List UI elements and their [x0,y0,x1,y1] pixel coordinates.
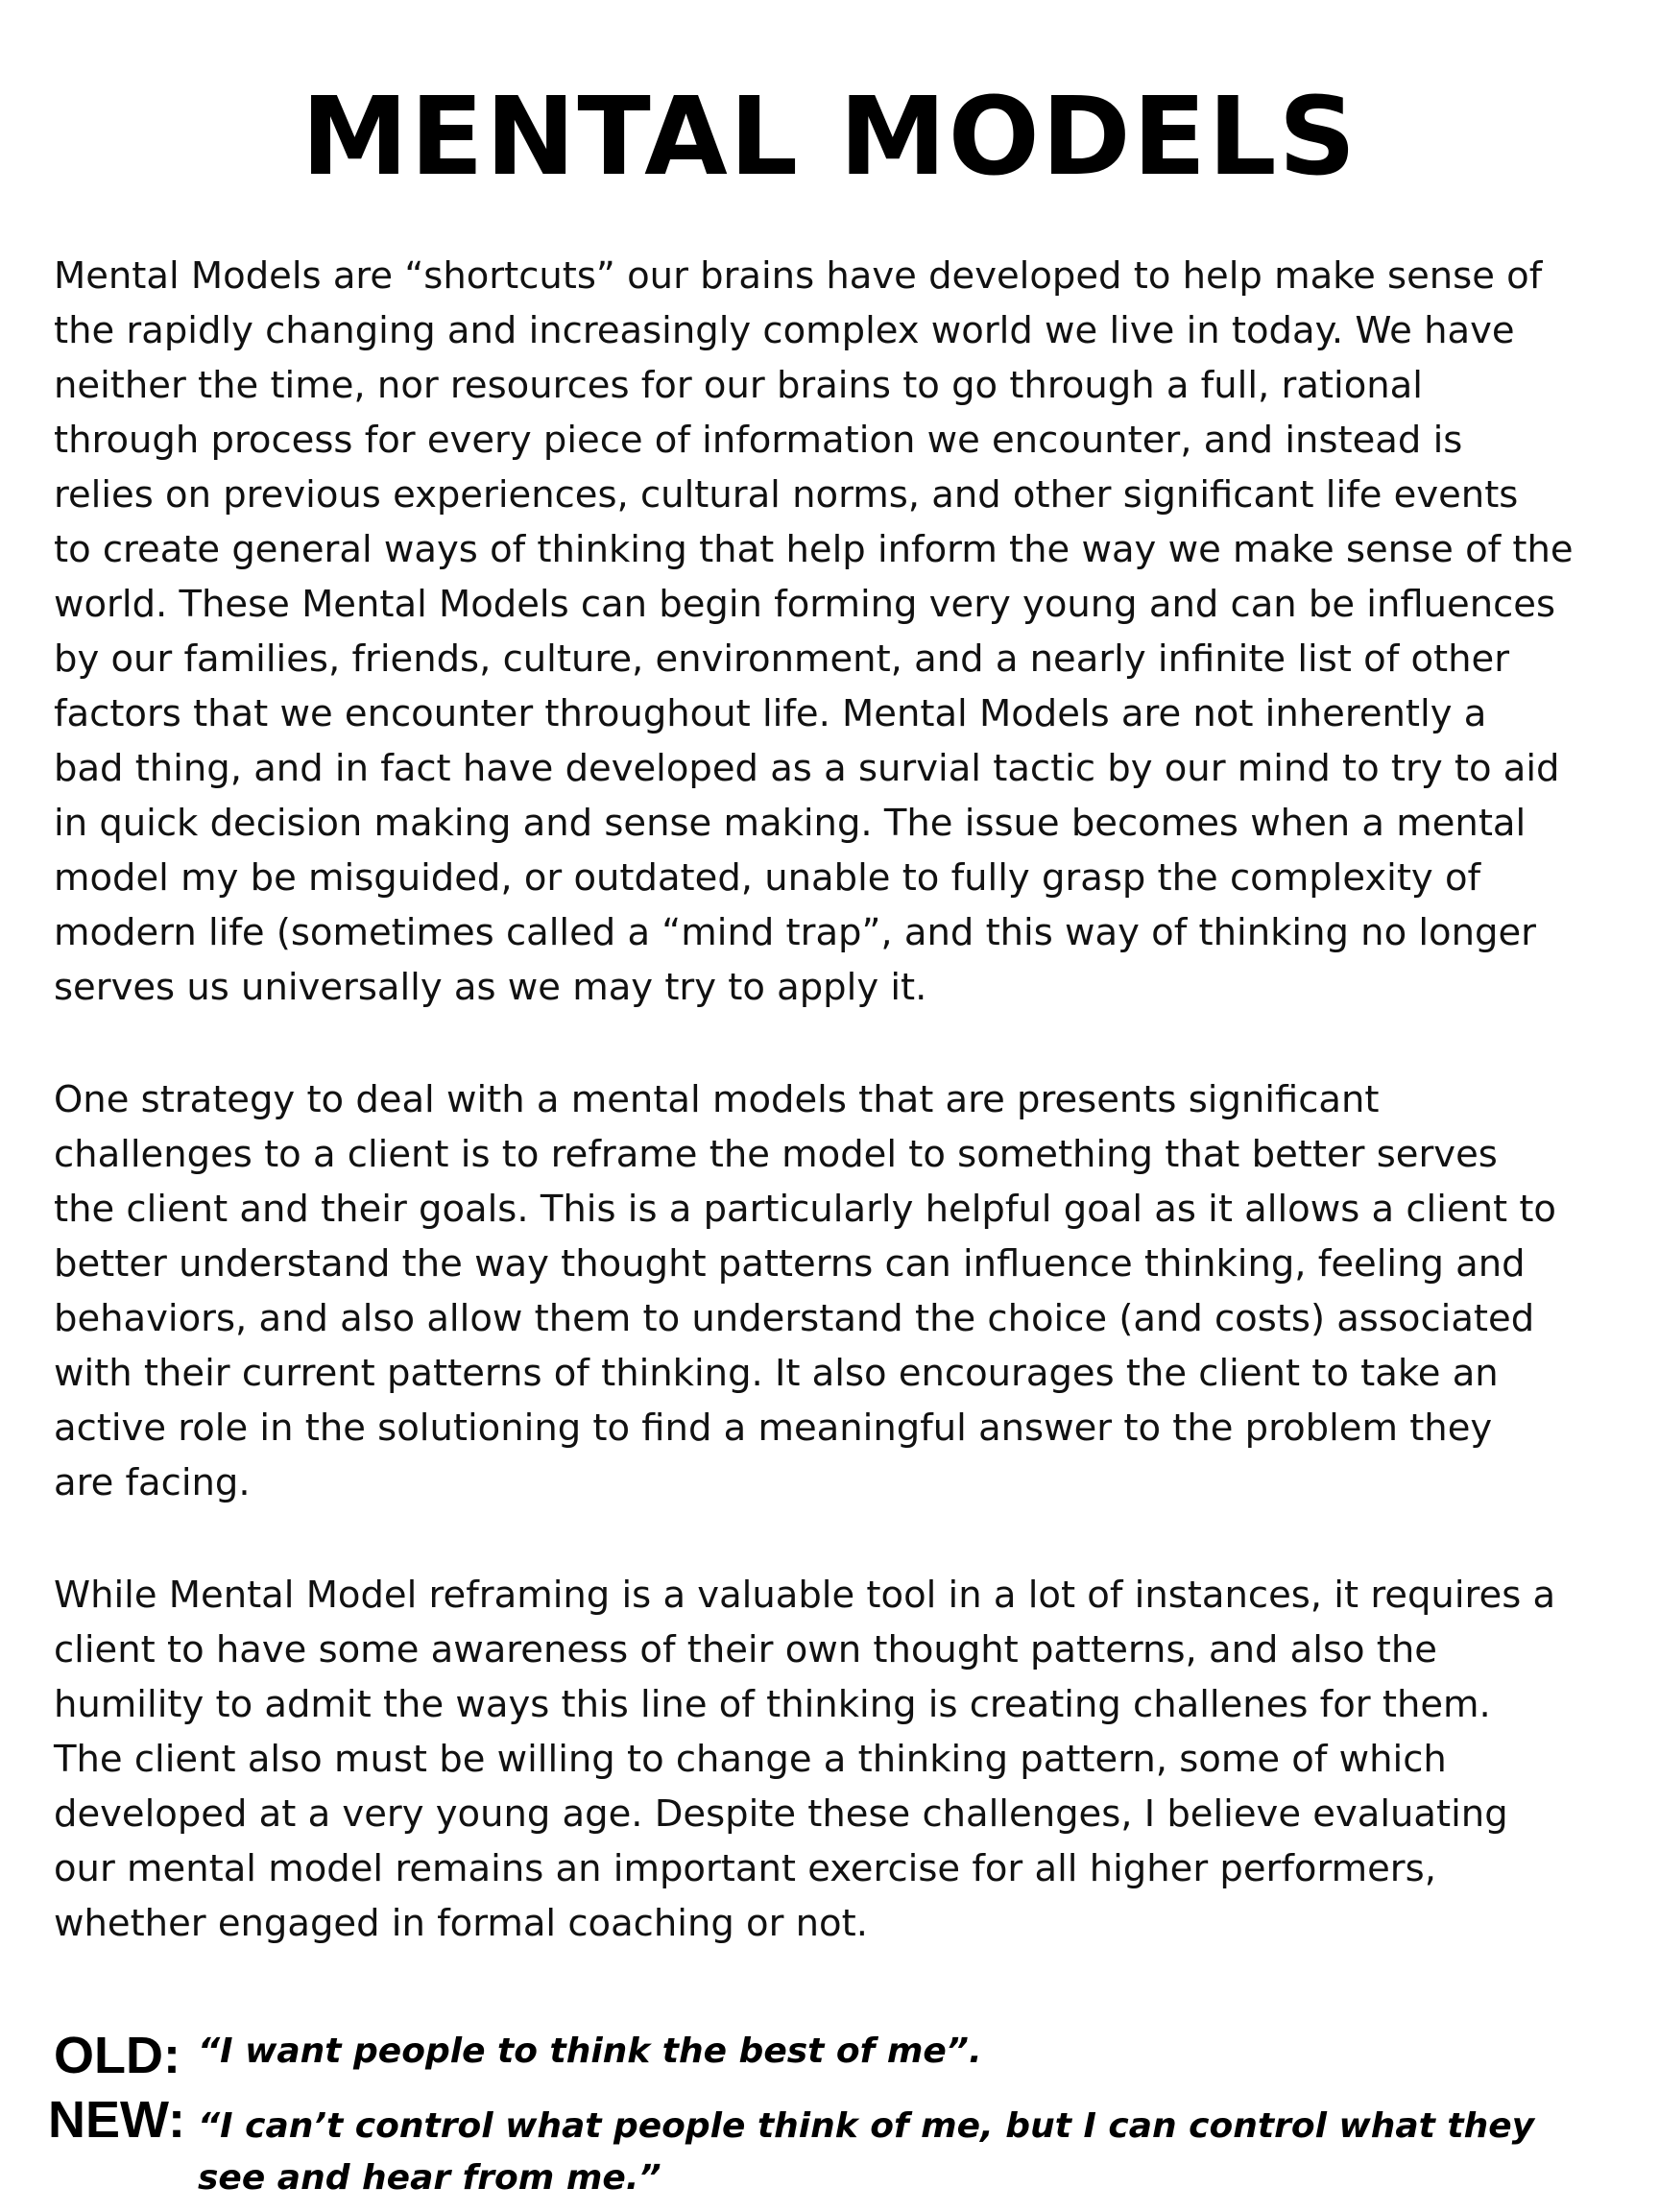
paragraph-line: better understand the way thought patterns can influence thinking, feeling and [54,1242,1526,1286]
paragraph-line: through process for every piece of information we encounter, and instead is [54,419,1463,462]
paragraph-line: serves us universally as we may try to apply it. [54,966,927,1009]
quote-line: “I want people to think the best of me”. [198,2032,982,2071]
paragraph-line: with their current patterns of thinking. It also encourages the client to take an [54,1352,1499,1395]
paragraph-line: the rapidly changing and increasingly complex world we live in today. We have [54,309,1515,352]
quote-line: see and hear from me.” [198,2158,661,2198]
paragraph-line: humility to admit the ways this line of thinking is creating challenes for them. [54,1683,1491,1726]
paragraph-line: client to have some awareness of their own thought patterns, and also the [54,1628,1437,1671]
paragraph-line: active role in the solutioning to find a meaningful answer to the problem they [54,1407,1493,1450]
paragraph-line: Mental Models are “shortcuts” our brains have developed to help make sense of [54,254,1543,298]
paragraph-line: model my be misguided, or outdated, unable to fully grasp the complexity of [54,856,1481,900]
paragraph-line: our mental model remains an important exercise for all higher performers, [54,1847,1436,1890]
old-model-quote [198,2026,982,2078]
new-model-label: NEW: [48,2091,185,2149]
quote-line: “I can’t control what people think of me, but I can control what they [198,2106,1535,2146]
paragraph-challenges [54,1568,1609,1951]
paragraph-line: neither the time, nor resources for our brains to go through a full, rational [54,364,1423,407]
paragraph-line: whether engaged in formal coaching or not. [54,1902,868,1945]
paragraph-intro [54,249,1609,1015]
paragraph-line: One strategy to deal with a mental models that are presents significant [54,1078,1380,1121]
paragraph-line: factors that we encounter throughout life. Mental Models are not inherently a [54,692,1487,735]
old-model-label: OLD: [54,2027,180,2084]
paragraph-line: to create general ways of thinking that help inform the way we make sense of the [54,528,1574,571]
paragraph-line: behaviors, and also allow them to understand the choice (and costs) associated [54,1297,1535,1340]
paragraph-line: in quick decision making and sense making. The issue becomes when a mental [54,802,1527,845]
paragraph-line: challenges to a client is to reframe the model to something that better serves [54,1133,1498,1176]
paragraph-line: by our families, friends, culture, environment, and a nearly infinite list of other [54,637,1510,681]
paragraph-line: world. These Mental Models can begin forming very young and can be influences [54,583,1556,626]
paragraph-line: relies on previous experiences, cultural norms, and other significant life events [54,473,1519,517]
page-title: MENTAL MODELS [301,75,1358,200]
new-model-quote [198,2101,1534,2204]
paragraph-strategy [54,1072,1609,1510]
paragraph-line: modern life (sometimes called a “mind trap”, and this way of thinking no longer [54,911,1536,954]
paragraph-line: The client also must be willing to change a thinking pattern, some of which [54,1738,1447,1781]
paragraph-line: bad thing, and in fact have developed as a survial tactic by our mind to try to aid [54,747,1560,790]
paragraph-line: the client and their goals. This is a particularly helpful goal as it allows a client to [54,1188,1556,1231]
paragraph-line: are facing. [54,1461,251,1504]
paragraph-line: developed at a very young age. Despite these challenges, I believe evaluating [54,1792,1508,1836]
paragraph-line: While Mental Model reframing is a valuable tool in a lot of instances, it requires a [54,1574,1556,1617]
